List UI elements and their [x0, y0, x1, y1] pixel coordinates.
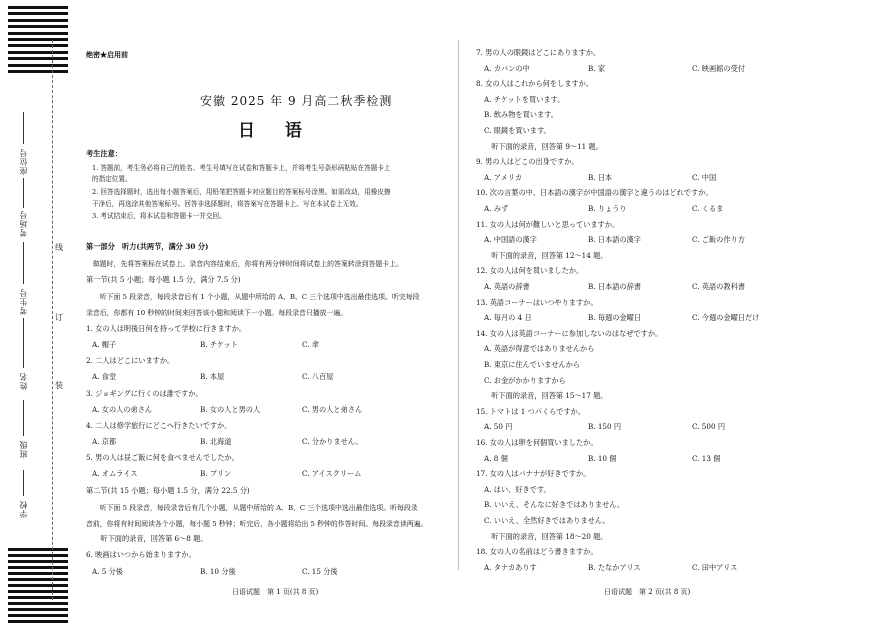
option-a: A. アメリカ [484, 172, 523, 182]
question-6: 6. 映画はいつから始まりますか。 [86, 550, 196, 559]
option-a: A. 京都 [92, 437, 117, 446]
option-a: A. 中国語の漢字 [484, 235, 537, 245]
listening-note: 听下面的录音，回答第 12～14 题。 [484, 250, 608, 260]
option-b: B. 飲み物を買います。 [484, 110, 558, 120]
cut-mark-line: 线 [55, 243, 63, 252]
question-7: 7. 男の人の眼鏡はどこにありますか。 [476, 48, 601, 57]
barcode-stripe [8, 70, 68, 73]
subject-title: 日 语 [238, 121, 314, 141]
option-b: B. 東京に住んでいませんから [484, 360, 581, 369]
option-b: B. 家 [588, 63, 606, 73]
option-a: A. みず [484, 204, 509, 213]
option-b: B. いいえ、そんなに好きではありません。 [484, 500, 625, 510]
barcode-stripe [8, 25, 68, 28]
option-c: C. 今週の金曜日だけ [692, 313, 760, 323]
page-divider [458, 40, 459, 570]
exam-room-line [23, 178, 24, 208]
barcode-stripe [8, 64, 68, 67]
candidate-id-line [23, 242, 24, 284]
section-two-heading: 第二节(共 15 小题；每小题 1.5 分，满分 22.5 分) [86, 486, 250, 495]
barcode-stripe [8, 572, 68, 575]
notes-line: 的指定位置。 [92, 175, 132, 183]
barcode-stripe [8, 620, 68, 623]
instruction-line: 做题时，先将答案标在试卷上。录音内容结束后，你将有两分钟时间将试卷上的答案转涂到答题卡上。 [86, 260, 403, 268]
option-c: C. 男の人と弟さん [302, 405, 363, 414]
name-label: 姓名 [19, 372, 28, 390]
option-a: A. 英語が得意ではありませんから [484, 344, 595, 354]
barcode-stripe [8, 44, 68, 47]
barcode-stripe [8, 19, 68, 22]
option-a: A. 8 個 [484, 453, 508, 463]
option-c: C. 15 分後 [302, 567, 338, 576]
listening-note: 听下面的录音，回答第 9～11 题。 [484, 141, 603, 151]
barcode-stripe [8, 57, 68, 60]
question-12: 12. 女の人は何を買いましたか。 [476, 266, 584, 276]
barcode-stripe [8, 566, 68, 569]
option-c: C. 中国 [692, 172, 717, 182]
barcode-stripe [8, 578, 68, 581]
barcode-stripe [8, 602, 68, 605]
option-b: B. 女の人と男の人 [200, 405, 261, 414]
barcode-stripe [8, 584, 68, 587]
question-5: 5. 男の人は昼ご飯に何を食べませんでしたか。 [86, 453, 239, 462]
cut-mark-bind: 装 [55, 381, 63, 390]
question-4: 4. 二人は修学旅行にどこへ行きたいですか。 [86, 421, 232, 430]
school-line [23, 470, 24, 496]
exam-room-label: 考场号 [19, 210, 28, 237]
option-c: C. お金がかかりますから [484, 375, 566, 385]
barcode-stripe [8, 548, 68, 551]
seat-number-line [23, 112, 24, 144]
question-3: 3. ジョギングに行くのは誰ですか。 [86, 389, 203, 398]
notes-line: 1. 答题前，考生务必将自己的姓名、考生号填写在试卷和答题卡上，并将考生号条形码粘贴在答题卡上 [92, 164, 391, 172]
option-b: B. 北海道 [200, 437, 232, 446]
option-b: B. 150 円 [588, 422, 622, 432]
question-17: 17. 女の人はバナナが好きですか。 [476, 469, 591, 479]
option-b: B. 日本 [588, 172, 613, 182]
instruction-line: 听下面的录音，回答第 6～8 题。 [86, 534, 208, 543]
option-c: C. 八百屋 [302, 372, 334, 381]
confidential-label: 绝密★启用前 [86, 50, 128, 59]
class-label: 班级 [19, 440, 28, 458]
option-c: C. 田中アリス [692, 562, 738, 572]
question-1: 1. 女の人は明後日何を持って学校に行きますか。 [86, 324, 247, 333]
barcode-stripe [8, 38, 68, 41]
option-a: A. チケットを買います。 [484, 94, 565, 104]
name-line [23, 318, 24, 368]
notes-line: 3. 考试结束后，将本试卷和答题卡一并交回。 [92, 212, 226, 220]
option-b: B. 10 分後 [200, 567, 236, 576]
instruction-line: 听下面 5 段录音，每段录音后有几个小题，从题中所给的 A、B、C 三个选项中选出最佳选项。听每段录 [86, 504, 418, 512]
notes-line: 2. 回答选择题时，选出每小题答案后，用铅笔把答题卡对应题目的答案标号涂黑。如需改动，用橡皮擦 [92, 188, 391, 196]
cut-mark-order: 订 [55, 313, 63, 322]
option-b: B. 本屋 [200, 372, 225, 381]
option-c: C. 眼鏡を買います。 [484, 126, 551, 135]
barcode-stripe [8, 596, 68, 599]
section-one-heading: 第一节(共 5 小题；每小题 1.5 分，满分 7.5 分) [86, 275, 241, 284]
listening-note: 听下面的录音，回答第 18～20 题。 [484, 531, 608, 541]
option-c: C. アイスクリーム [302, 469, 362, 478]
notes-line: 干净后，再选涂其他答案标号。回答非选择题时，将答案写在答题卡上。写在本试卷上无效。 [92, 200, 363, 208]
part-one-heading: 第一部分 听力(共两节，满分 30 分) [86, 242, 209, 251]
option-c: C. 映画館の受付 [692, 63, 745, 73]
option-a: A. はい、好きです。 [484, 484, 551, 494]
option-a: A. カバンの中 [484, 63, 530, 73]
option-c: C. 傘 [302, 340, 319, 349]
question-15: 15. トマトは 1 つパくらですか。 [476, 406, 586, 416]
question-14: 14. 女の人は英語コーナーに参加しないのはなぜですか。 [476, 328, 663, 338]
option-c: C. 13 個 [692, 453, 721, 463]
barcode-stripe [8, 51, 68, 54]
option-b: B. 毎週の金曜日 [588, 313, 641, 323]
footer-left: 日语试题 第 1 页(共 8 页) [232, 588, 319, 596]
seat-number-label: 座位号 [19, 148, 28, 175]
barcode-bottom [8, 548, 68, 626]
question-13: 13. 英語コーナーはいつやりますか。 [476, 297, 598, 307]
option-a: A. オムライス [92, 469, 138, 478]
barcode-stripe [8, 608, 68, 611]
barcode-stripe [8, 6, 68, 9]
instruction-line: 录音后，你都有 10 秒钟的时间来回答该小题和阅读下一小题。每段录音只播放一遍。 [86, 309, 348, 317]
candidate-id-label: 考生号 [19, 288, 28, 315]
option-c: C. 英語の教科書 [692, 282, 745, 291]
footer-right: 日语试题 第 2 页(共 8 页) [604, 588, 691, 596]
exam-title: 安徽 2025 年 9 月高二秋季检测 [200, 94, 393, 108]
option-a: A. 帽子 [92, 340, 117, 349]
option-b: B. 日本語の辞書 [588, 282, 641, 291]
option-b: B. チケット [200, 340, 238, 349]
class-line [23, 400, 24, 436]
question-16: 16. 女の人は卵を何個買いましたか。 [476, 438, 598, 447]
option-c: C. くるま [692, 204, 724, 213]
question-10: 10. 次の言葉の中、日本語の漢字が中国語の漢字と違うのはどれですか。 [476, 188, 713, 198]
option-a: A. 50 円 [484, 422, 513, 432]
option-a: A. 英語の辞書 [484, 282, 530, 291]
option-c: C. ご飯の作り方 [692, 235, 745, 245]
option-b: B. りょうり [588, 204, 627, 213]
instruction-line: 音前，你将有时间阅读各个小题，每小题 5 秒钟；听完后，各小题将给出 5 秒钟的作答时间。每段录音读两遍。 [86, 520, 428, 528]
option-b: B. たなかアリス [588, 562, 641, 572]
option-b: B. 10 個 [588, 453, 617, 463]
question-2: 2. 二人はどこにいますか。 [86, 356, 175, 365]
barcode-stripe [8, 12, 68, 15]
option-a: A. 女の人の弟さん [92, 405, 153, 414]
question-8: 8. 女の人はこれから何をしますか。 [476, 79, 593, 89]
question-9: 9. 男の人はどこの出身ですか。 [476, 157, 579, 167]
option-a: A. 毎月の 4 日 [484, 313, 532, 323]
option-a: A. タナカありす [484, 562, 537, 572]
option-b: B. 日本語の漢字 [588, 235, 641, 245]
barcode-stripe [8, 614, 68, 617]
barcode-stripe [8, 560, 68, 563]
barcode-stripe [8, 590, 68, 593]
listening-note: 听下面的录音，回答第 15～17 题。 [484, 391, 608, 401]
barcode-stripe [8, 554, 68, 557]
school-label: 学校 [19, 500, 28, 518]
option-a: A. 食堂 [92, 372, 117, 381]
option-c: C. 分かりません。 [302, 437, 363, 446]
barcode-stripe [8, 32, 68, 35]
option-b: B. プリン [200, 469, 232, 478]
binding-line [52, 40, 53, 600]
question-18: 18. 女の人の名前はどう書きますか。 [476, 547, 598, 557]
instruction-line: 听下面 5 段录音，每段录音后有 1 个小题，从题中所给的 A、B、C 三个选项中选出最佳选项。听完每段 [86, 293, 420, 301]
option-c: C. 500 円 [692, 422, 726, 432]
question-11: 11. 女の人は何が難しいと思っていますか。 [476, 219, 620, 229]
option-a: A. 5 分後 [92, 567, 123, 576]
option-c: C. いいえ、全然好きではありません。 [484, 516, 610, 525]
barcode-top [8, 6, 68, 76]
notes-heading: 考生注意： [86, 149, 122, 158]
